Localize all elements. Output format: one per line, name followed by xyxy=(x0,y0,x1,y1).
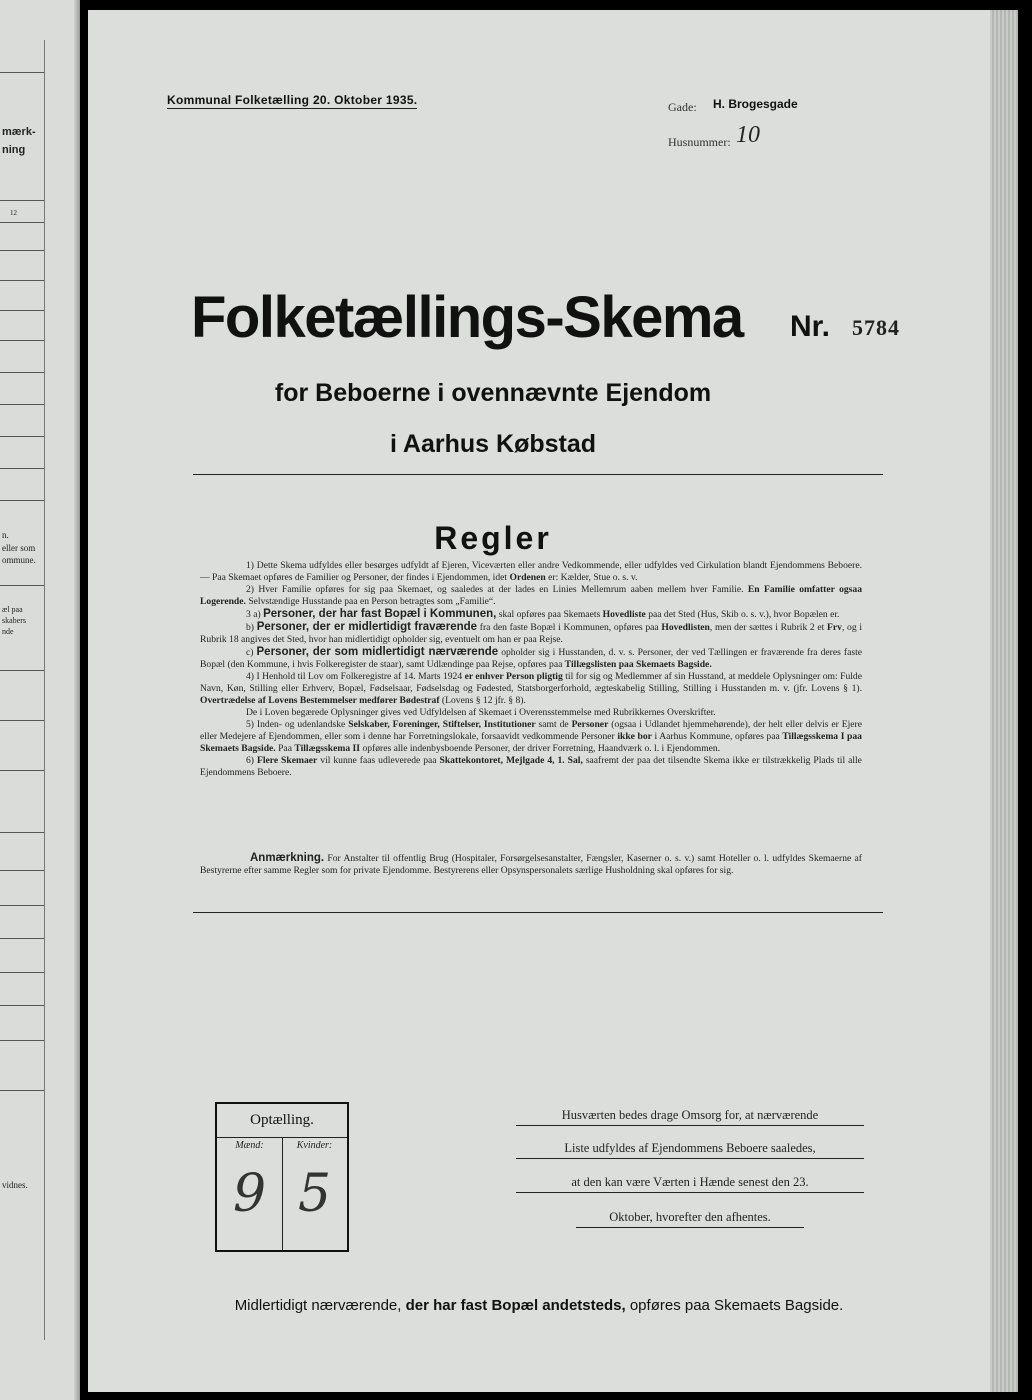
rule-emphasis: Frv xyxy=(827,622,842,633)
left-page-fragment: eller som xyxy=(2,543,36,553)
rule-text: i Aarhus Kommune, opføres paa xyxy=(654,731,780,742)
rule-number: c) xyxy=(246,647,254,658)
rule-emphasis: Tillægsskema I paa Skemaets Bagside. xyxy=(200,731,862,754)
anmaerkning-text: For Anstalter til offentlig Brug (Hospitaler, Forsørgelsesanstalter, Fængsler, Kaserner o. s. v.) samt Hoteller o. l. udfyldes Skemaerne af Bestyrerne efter samme Regler som for private Ejendomme. Bestyrerens eller Opsynspersonalets særlige Husholdning skal opføres for sig. xyxy=(200,853,862,876)
rule-text: samt de xyxy=(538,719,569,730)
rule-emphasis: Tillægslisten paa Skemaets Bagside. xyxy=(564,659,712,670)
rule-text: saafremt der paa det tilsendte Skema ikke er tilstrækkelig Plads til alle Ejendommens Beboere. xyxy=(200,755,862,778)
rule-emphasis: Overtrædelse af Lovens Bestemmelser medfører Bødestraf xyxy=(200,695,440,706)
rule-4-note xyxy=(200,707,862,719)
title-divider xyxy=(193,474,883,475)
footer-note xyxy=(88,1297,990,1314)
rule-emphasis: er enhver Person pligtig xyxy=(464,671,563,682)
rule-text: til for sig og Medlemmer af sin Husstand, at meddele Oplysninger om: Fulde Navn, Køn, Stilling eller Erhverv, Bopæl, Fødselsaar, Fødselsdag og Fødested, Statsborgerforhold, ægteskabelig Stilling, Stilling i Husstanden m. v. (jfr. Lovens § 1). xyxy=(200,671,862,694)
rule-3b xyxy=(200,621,862,646)
left-page-rule xyxy=(0,670,44,671)
men-label: Mænd: xyxy=(235,1140,264,1151)
left-page-rule xyxy=(0,250,44,251)
census-form-page xyxy=(88,10,990,1392)
left-page-fragment: 12 xyxy=(10,209,17,217)
rule-text: 2) Hver Familie opføres for sig paa Skemaet, og saaledes at der lades en Linies Mellemrum aaben mellem hver Familie. xyxy=(246,584,744,595)
rule-emphasis: Hovedliste xyxy=(602,609,646,620)
rule-number: 6) xyxy=(246,755,254,766)
form-subtitle-1: for Beboerne i ovennævnte Ejendom xyxy=(274,379,712,407)
rule-emphasis: En Familie omfatter ogsaa Logerende. xyxy=(200,584,862,607)
rule-text: 1) Dette Skema udfyldes eller besørges udfyldt af Ejeren, Viceværten eller andre Vedkommende, eller udfyldes ved Cirkulation blandt Ejendommens Beboere. — Paa Skemaet opføres de Familier og Personer, der findes i Ejendommen, idet xyxy=(200,560,862,583)
left-page-rule xyxy=(0,1040,44,1041)
left-page-rule xyxy=(0,585,44,586)
rule-text: , men der sættes i Rubrik 2 et xyxy=(709,622,825,633)
rule-emphasis: Hovedlisten xyxy=(661,622,710,633)
rule-text: er: Kælder, Stue o. s. v. xyxy=(548,572,638,583)
left-page-rule xyxy=(0,972,44,973)
rule-5 xyxy=(200,719,862,755)
rule-3a xyxy=(200,608,862,621)
form-number-label: Nr. xyxy=(790,310,831,343)
left-page-rule xyxy=(0,905,44,906)
left-page-rule xyxy=(0,468,44,469)
left-page-rule xyxy=(0,340,44,341)
rule-text: opføres alle indenbysboende Personer, der driver Forretning, Haandværk o. l. i Ejendommen. xyxy=(362,743,721,754)
left-page-fragment: ning xyxy=(2,144,26,156)
rule-emphasis: Personer xyxy=(571,719,609,730)
left-adjacent-page xyxy=(0,0,80,1400)
left-page-gutter-shadow xyxy=(74,0,80,1400)
left-page-column-rule xyxy=(44,40,45,1340)
rule-6 xyxy=(200,755,862,779)
left-page-fragment: æl paa xyxy=(2,605,23,614)
left-page-rule xyxy=(0,1090,44,1091)
rules-heading: Regler xyxy=(434,520,552,556)
footer-text: Midlertidigt nærværende, xyxy=(234,1297,402,1314)
rule-heading: Personer, der er midlertidigt fraværende xyxy=(256,621,478,633)
left-page-fragment: mærk- xyxy=(2,126,36,138)
left-page-rule xyxy=(0,1005,44,1006)
count-box xyxy=(215,1102,349,1252)
notice-line: Liste udfyldes af Ejendommens Beboere saaledes, xyxy=(516,1141,864,1159)
left-page-rule xyxy=(0,222,44,223)
rule-emphasis: Selskaber, Foreninger, Stiftelser, Institutioner xyxy=(348,719,536,730)
count-box-heading: Optælling. xyxy=(217,1104,347,1138)
women-label: Kvinder: xyxy=(296,1140,333,1151)
husnummer-label: Husnummer: xyxy=(668,135,731,149)
rule-text: paa det Sted (Hus, Skib o. s. v.), hvor Bopælen er. xyxy=(648,609,840,620)
rule-text: 4) I Henhold til Lov om Folkeregistre af 14. Marts 1924 xyxy=(246,671,463,682)
left-page-rule xyxy=(0,938,44,939)
left-page-rule xyxy=(0,870,44,871)
left-page-rule xyxy=(0,832,44,833)
left-page-rule xyxy=(0,280,44,281)
rule-text: De i Loven begærede Oplysninger gives ved Udfyldelsen af Skemaet i Overensstemmelse med Rubrikkernes Overskrifter. xyxy=(246,707,716,718)
left-page-rule xyxy=(0,720,44,721)
form-title: Folketællings-Skema xyxy=(191,285,743,350)
left-page-rule xyxy=(0,72,44,73)
rule-emphasis: Tillægsskema II xyxy=(294,743,361,754)
left-page-rule xyxy=(0,310,44,311)
left-page-rule xyxy=(0,200,44,201)
left-page-fragment: skabers xyxy=(2,616,26,625)
rule-text: Paa xyxy=(278,743,292,754)
left-page-rule xyxy=(0,436,44,437)
gade-value: H. Brogesgade xyxy=(713,97,798,111)
footer-emphasis: der har fast Bopæl andetsteds, xyxy=(405,1297,626,1314)
rule-heading: Personer, der som midlertidigt nærværende xyxy=(256,646,499,658)
rule-emphasis: Ordenen xyxy=(509,572,546,583)
anmaerkning-note xyxy=(200,852,862,877)
husnummer-value: 10 xyxy=(736,122,760,148)
left-page-rule xyxy=(0,404,44,405)
rule-text: fra den faste Bopæl i Kommunen, opføres paa xyxy=(479,622,659,633)
rule-3c xyxy=(200,646,862,671)
footer-text: opføres paa Skemaets Bagside. xyxy=(629,1297,844,1314)
rule-text: (ogsaa i Udlandet hjemmehørende), der helt eller delvis er Ejere eller Medejere af Ejendommen, eller som i denne har Forretningslokale, forsaavidt vedkommende Personer xyxy=(200,719,863,742)
rule-text: , og i Rubrik 18 angives det Sted, hvor han midlertidigt opholder sig, eventuelt om han er paa Rejse. xyxy=(200,622,862,645)
rule-heading: Personer, der har fast Bopæl i Kommunen, xyxy=(263,608,497,620)
rule-text: Selvstændige Husstande paa en Person betragtes som „Familie“. xyxy=(248,596,496,607)
women-count: 5 xyxy=(297,1164,332,1224)
left-page-rule xyxy=(0,500,44,501)
form-number-value: 5784 xyxy=(852,315,900,340)
left-page-fragment: nde xyxy=(2,627,14,636)
notice-line: at den kan være Værten i Hænde senest den 23. xyxy=(516,1175,864,1193)
form-subtitle-2: i Aarhus Købstad xyxy=(389,430,597,458)
rule-text: skal opføres paa Skemaets xyxy=(498,609,601,620)
left-page-fragment: n. xyxy=(2,530,9,540)
page-stack-edge xyxy=(990,10,1018,1392)
rule-emphasis: ikke bor xyxy=(617,731,652,742)
rule-emphasis: Skattekontoret, Mejlgade 4, 1. Sal, xyxy=(439,755,583,766)
left-page-rule xyxy=(0,372,44,373)
rule-emphasis: Flere Skemaer xyxy=(256,755,318,766)
left-page-fragment: ommune. xyxy=(2,555,36,565)
rules-text xyxy=(200,560,862,779)
census-header-line: Kommunal Folketælling 20. Oktober 1935. xyxy=(167,93,418,107)
rule-text: opholder sig i Husstanden, d. v. s. Personer, der ved Tællingen er fraværende fra deres faste Bopæl (den Kommune, i hvis Folkeregister de staar), samt Udlændinge paa Rejse, opføres paa xyxy=(200,647,862,670)
rules-divider xyxy=(193,912,883,913)
gade-label: Gade: xyxy=(668,100,697,114)
left-page-fragment: vidnes. xyxy=(2,1180,28,1190)
anmaerkning-label: Anmærkning. xyxy=(250,852,325,864)
left-page-rule xyxy=(0,770,44,771)
rule-number: 3 a) xyxy=(246,609,261,620)
rule-text: vil kunne faas udleverede paa xyxy=(320,755,437,766)
rule-1 xyxy=(200,560,862,584)
rule-text: 5) Inden- og udenlandske xyxy=(246,719,346,730)
rule-text: (Lovens § 12 jfr. § 8). xyxy=(441,695,526,706)
men-count: 9 xyxy=(232,1164,267,1224)
rule-number: b) xyxy=(246,622,254,633)
notice-line: Husværten bedes drage Omsorg for, at nærværende xyxy=(516,1108,864,1126)
rule-4 xyxy=(200,671,862,707)
notice-line: Oktober, hvorefter den afhentes. xyxy=(576,1210,804,1228)
rule-2 xyxy=(200,584,862,608)
